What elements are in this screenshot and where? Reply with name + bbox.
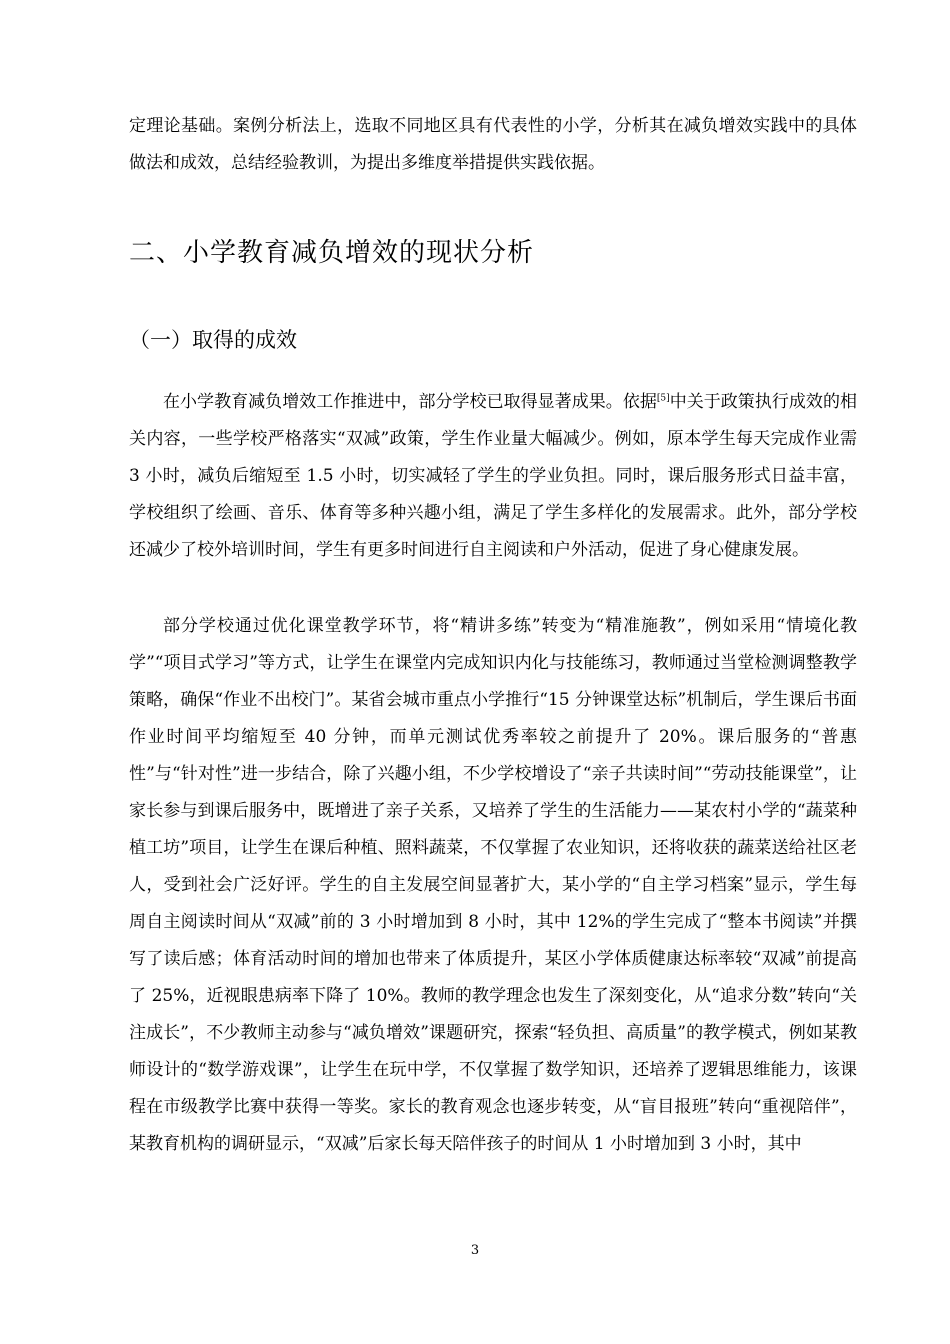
intro-paragraph: 定理论基础。案例分析法上，选取不同地区具有代表性的小学，分析其在减负增效实践中的具体做法和成效，总结经验教训，为提出多维度举措提供实践依据。 [129, 116, 857, 173]
paragraph-1-text-start: 在小学教育减负增效工作推进中，部分学校已取得显著成果。依据 [163, 392, 657, 412]
section-heading: 二、小学教育减负增效的现状分析 [129, 238, 535, 268]
paragraph-1-text-end: 中关于政策执行成效的相关内容，一些学校严格落实“双减”政策，学生作业量大幅减少。例如，原本学生每天完成作业需 3 小时，减负后缩短至 1.5 小时，切实减轻了学生的学业负担。同时，课后服务形式日益丰富，学校组织了绘画、音乐、体育等多种兴趣小组，满足了学生多样化的发展需求。此外，部分学校还减少了校外培训时间，学生有更多时间进行自主阅读和户外活动，促进了身心健康发展。 [129, 392, 857, 560]
body-paragraph-1 [129, 384, 857, 569]
body-paragraph-2: 部分学校通过优化课堂教学环节，将“精讲多练”转变为“精准施教”，例如采用“情境化教学”“项目式学习”等方式，让学生在课堂内完成知识内化与技能练习，教师通过当堂检测调整教学策略，确保“作业不出校门”。某省会城市重点小学推行“15 分钟课堂达标”机制后，学生课后书面作业时间平均缩短至 40 分钟，而单元测试优秀率较之前提升了 20%。课后服务的“普惠性”与“针对性”进一步结合，除了兴趣小组，不少学校增设了“亲子共读时间”“劳动技能课堂”，让家长参与到课后服务中，既增进了亲子关系，又培养了学生的生活能力——某农村小学的“蔬菜种植工坊”项目，让学生在课后种植、照料蔬菜，不仅掌握了农业知识，还将收获的蔬菜送给社区老人，受到社会广泛好评。学生的自主发展空间显著扩大，某小学的“自主学习档案”显示，学生每周自主阅读时间从“双减”前的 3 小时增加到 8 小时，其中 12%的学生完成了“整本书阅读”并撰写了读后感；体育活动时间的增加也带来了体质提升，某区小学体质健康达标率较“双减”前提高了 25%，近视眼患病率下降了 10%。教师的教学理念也发生了深刻变化，从“追求分数”转向“关注成长”，不少教师主动参与“减负增效”课题研究，探索“轻负担、高质量”的教学模式，例如某教师设计的“数学游戏课”，让学生在玩中学，不仅掌握了数学知识，还培养了逻辑思维能力，该课程在市级教学比赛中获得一等奖。家长的教育观念也逐步转变，从“盲目报班”转向“重视陪伴”，某教育机构的调研显示，“双减”后家长每天陪伴孩子的时间从 1 小时增加到 3 小时，其中 [129, 616, 857, 1154]
citation-reference[interactable]: [5] [656, 393, 670, 404]
page-number: 3 [470, 1243, 480, 1258]
subsection-heading: （一）取得的成效 [129, 328, 297, 352]
